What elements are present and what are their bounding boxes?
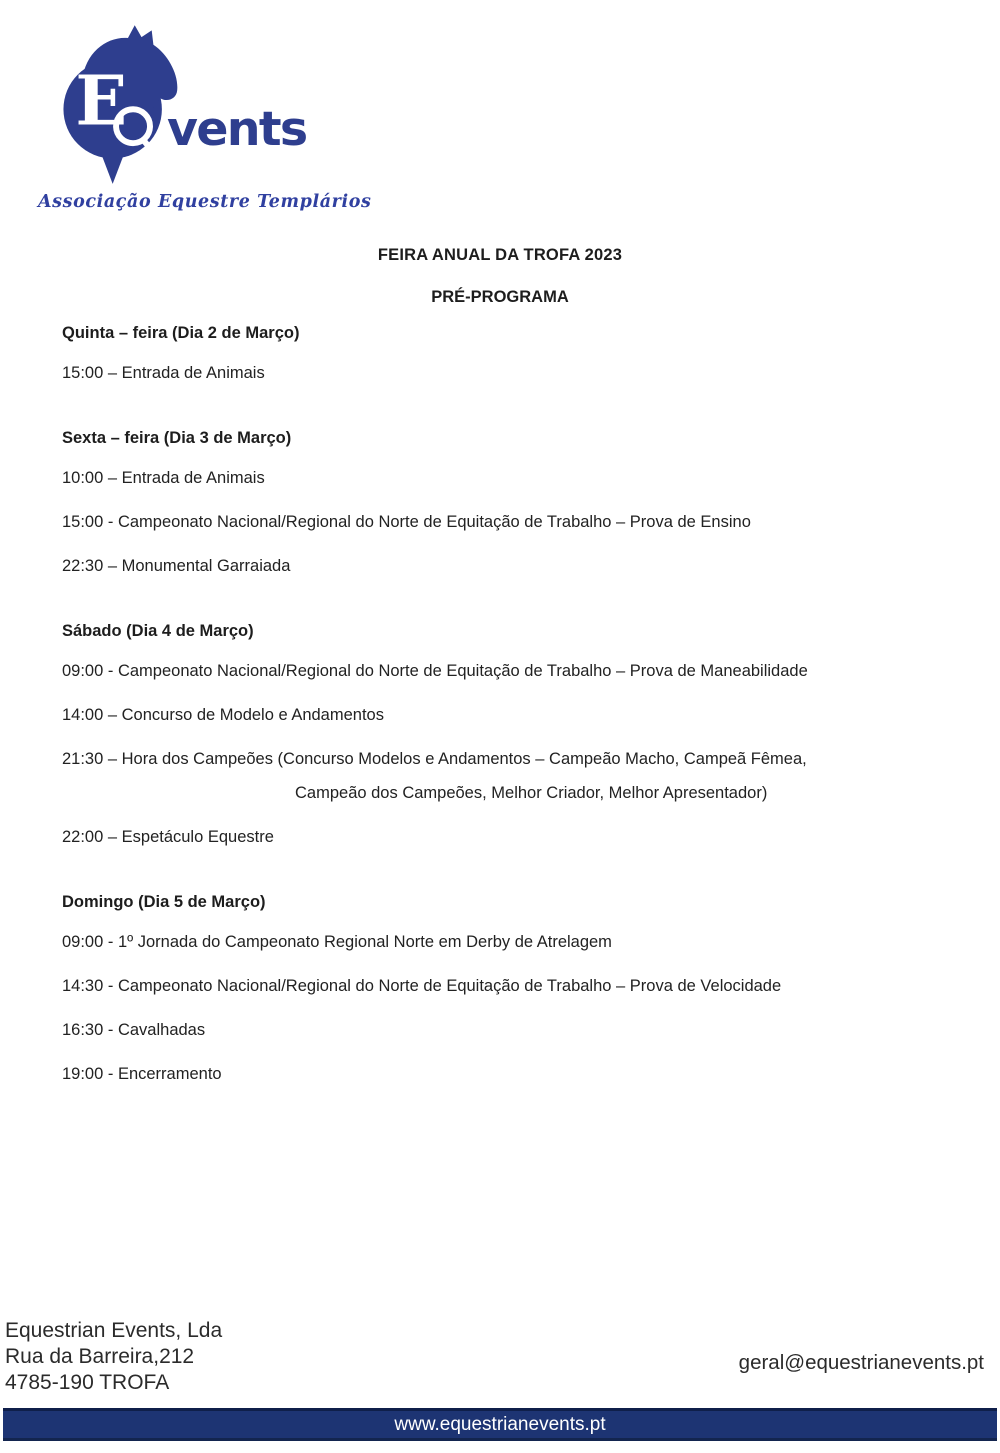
schedule-item: 16:30 - Cavalhadas (62, 1021, 206, 1039)
schedule-section-domingo (62, 893, 952, 1084)
footer-address-line: 4785-190 TROFA (5, 1371, 170, 1394)
day-heading: Domingo (Dia 5 de Março) (62, 893, 266, 911)
logo-subtitle: Associação Equestre Templários (38, 192, 372, 212)
schedule-item-continuation: Campeão dos Campeões, Melhor Criador, Melhor Apresentador) (295, 784, 768, 802)
website-url: www.equestrianevents.pt (394, 1414, 606, 1435)
logo-blob-point (99, 148, 126, 184)
schedule-item: 21:30 – Hora dos Campeões (Concurso Modelos e Andamentos – Campeão Macho, Campeã Fêmea, (62, 750, 807, 768)
footer-address-block (5, 1318, 222, 1396)
footer-address-line: Rua da Barreira,212 (5, 1345, 195, 1368)
schedule-item: 14:00 – Concurso de Modelo e Andamentos (62, 706, 384, 724)
website-bar (3, 1408, 997, 1441)
document-title: FEIRA ANUAL DA TROFA 2023 (377, 246, 623, 264)
schedule-item: 14:30 - Campeonato Nacional/Regional do Norte de Equitação de Trabalho – Prova de Velocidade (62, 977, 782, 995)
title-block (0, 246, 1000, 307)
logo-brand-text: vents (166, 101, 307, 157)
schedule-item: 19:00 - Encerramento (62, 1065, 222, 1083)
document-subtitle: PRÉ-PROGRAMA (431, 288, 569, 306)
schedule-item: 22:00 – Espetáculo Equestre (62, 828, 274, 846)
day-heading: Sexta – feira (Dia 3 de Março) (62, 429, 292, 447)
day-heading: Sábado (Dia 4 de Março) (62, 622, 254, 640)
schedule-section-sexta (62, 429, 952, 576)
footer-email: geral@equestrianevents.pt (738, 1351, 984, 1374)
logo (38, 24, 372, 212)
horse-head-logo-icon (38, 24, 318, 186)
schedule (62, 324, 952, 1130)
footer-company-name: Equestrian Events, Lda (5, 1319, 223, 1342)
logo-letter-e: E (75, 61, 128, 142)
schedule-item: 15:00 – Entrada de Animais (62, 364, 265, 382)
schedule-item: 22:30 – Monumental Garraiada (62, 557, 291, 575)
day-heading: Quinta – feira (Dia 2 de Março) (62, 324, 300, 342)
schedule-item: 09:00 - 1º Jornada do Campeonato Regional Norte em Derby de Atrelagem (62, 933, 612, 951)
schedule-section-quinta (62, 324, 952, 383)
schedule-item: 09:00 - Campeonato Nacional/Regional do Norte de Equitação de Trabalho – Prova de Maneabilidade (62, 662, 808, 680)
schedule-section-sabado (62, 622, 952, 847)
schedule-item: 10:00 – Entrada de Animais (62, 469, 265, 487)
schedule-item: 15:00 - Campeonato Nacional/Regional do Norte de Equitação de Trabalho – Prova de Ensino (62, 513, 751, 531)
